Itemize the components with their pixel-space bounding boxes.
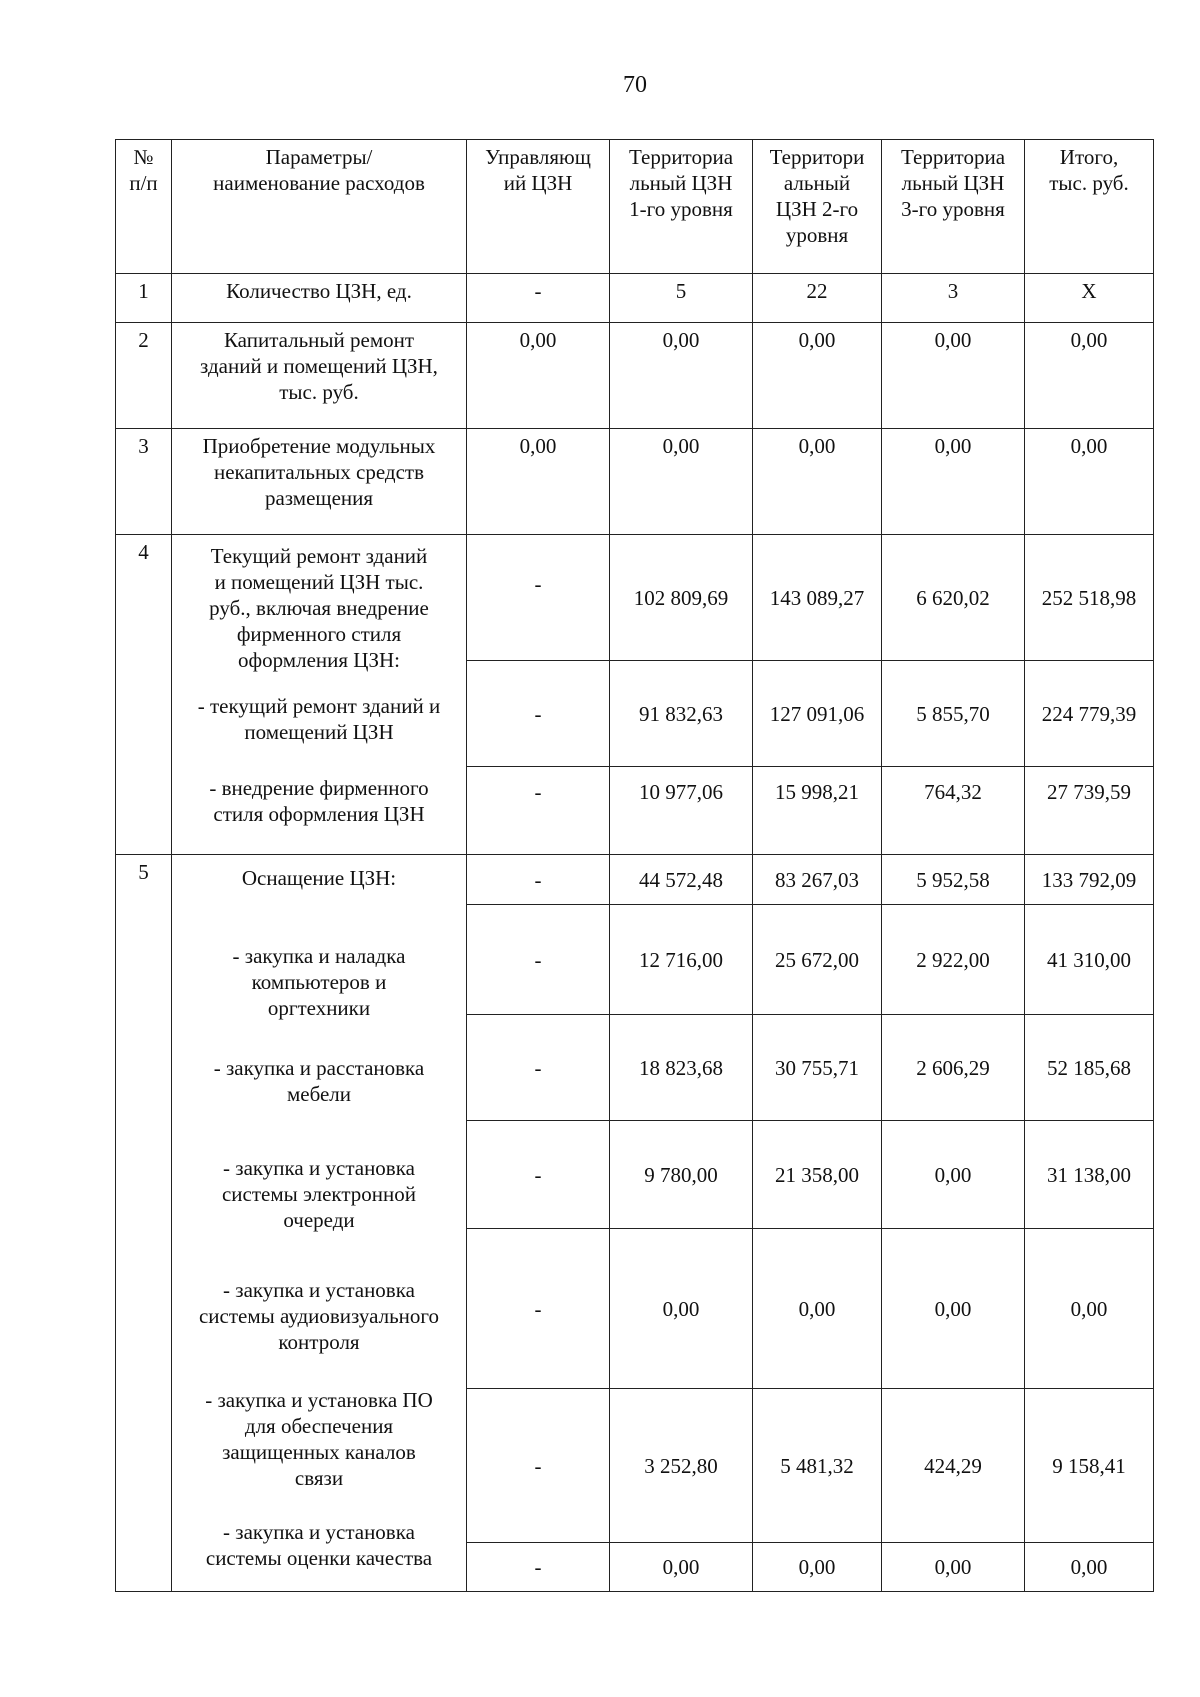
cell-level2: 25 672,00 xyxy=(753,905,882,1015)
cell-level1: 0,00 xyxy=(610,429,753,535)
row-number: 3 xyxy=(116,429,172,535)
cell-managing: - xyxy=(467,1229,610,1389)
cell-level1: 5 xyxy=(610,274,753,323)
cell-managing: - xyxy=(467,1543,610,1592)
cell-total: 133 792,09 xyxy=(1025,855,1154,905)
header-level1-center: Территориа льный ЦЗН 1-го уровня xyxy=(610,140,753,274)
row-number: 4 xyxy=(116,535,172,855)
cell-level3: 2 606,29 xyxy=(882,1015,1025,1121)
cell-level2: 15 998,21 xyxy=(753,767,882,855)
cell-managing: - xyxy=(467,1389,610,1543)
cell-level3: 3 xyxy=(882,274,1025,323)
cell-total: 224 779,39 xyxy=(1025,661,1154,767)
cell-level3: 2 922,00 xyxy=(882,905,1025,1015)
param-sub: - закупка и установка ПО для обеспечения защищенных каналов связи xyxy=(205,1388,433,1490)
param-sub: - закупка и расстановка мебели xyxy=(213,1056,425,1106)
cell-level3: 0,00 xyxy=(882,429,1025,535)
cell-level2: 22 xyxy=(753,274,882,323)
cell-managing: 0,00 xyxy=(467,323,610,429)
cell-level1: 44 572,48 xyxy=(610,855,753,905)
table-row xyxy=(116,429,1154,535)
param-sub: - закупка и установка системы электронной очереди xyxy=(221,1156,417,1232)
cell-level2: 0,00 xyxy=(753,1229,882,1389)
table-row xyxy=(116,323,1154,429)
cell-level1: 0,00 xyxy=(610,323,753,429)
param-sub: - закупка и наладка компьютеров и оргтехники xyxy=(232,944,406,1020)
cell-managing: - xyxy=(467,274,610,323)
cell-managing: - xyxy=(467,535,610,661)
cell-level3: 424,29 xyxy=(882,1389,1025,1543)
cell-level3: 0,00 xyxy=(882,1543,1025,1592)
row-number: 2 xyxy=(116,323,172,429)
cell-level2: 0,00 xyxy=(753,1543,882,1592)
cell-level1: 9 780,00 xyxy=(610,1121,753,1229)
cell-total: Х xyxy=(1025,274,1154,323)
cell-level1: 0,00 xyxy=(610,1543,753,1592)
row-parameter xyxy=(172,535,467,855)
cell-level2: 127 091,06 xyxy=(753,661,882,767)
cell-level1: 12 716,00 xyxy=(610,905,753,1015)
row-parameter: Капитальный ремонт зданий и помещений ЦЗН, тыс. руб. xyxy=(172,323,467,429)
cell-level3: 0,00 xyxy=(882,323,1025,429)
table-row xyxy=(116,855,1154,905)
cell-level1: 3 252,80 xyxy=(610,1389,753,1543)
cell-level2: 83 267,03 xyxy=(753,855,882,905)
page-number: 70 xyxy=(623,72,647,98)
cell-level1: 91 832,63 xyxy=(610,661,753,767)
cell-total: 0,00 xyxy=(1025,323,1154,429)
cell-managing: - xyxy=(467,855,610,905)
cell-total: 9 158,41 xyxy=(1025,1389,1154,1543)
cell-level2: 0,00 xyxy=(753,429,882,535)
cell-total: 27 739,59 xyxy=(1025,767,1154,855)
row-parameter xyxy=(172,855,467,1592)
cell-level3: 0,00 xyxy=(882,1229,1025,1389)
cell-total: 41 310,00 xyxy=(1025,905,1154,1015)
cell-total: 0,00 xyxy=(1025,429,1154,535)
cell-level2: 5 481,32 xyxy=(753,1389,882,1543)
cell-managing: 0,00 xyxy=(467,429,610,535)
cell-level1: 10 977,06 xyxy=(610,767,753,855)
cell-level3: 0,00 xyxy=(882,1121,1025,1229)
expenses-table xyxy=(115,139,1154,1592)
cell-managing: - xyxy=(467,905,610,1015)
row-parameter: Количество ЦЗН, ед. xyxy=(172,274,467,323)
cell-managing: - xyxy=(467,1015,610,1121)
row-number: 5 xyxy=(116,855,172,1592)
cell-level1: 0,00 xyxy=(610,1229,753,1389)
row-number: 1 xyxy=(116,274,172,323)
table-row xyxy=(116,274,1154,323)
header-managing-center: Управляющ ий ЦЗН xyxy=(467,140,610,274)
param-sub: - закупка и установка системы оценки качества xyxy=(205,1520,433,1570)
cell-total: 0,00 xyxy=(1025,1229,1154,1389)
cell-level1: 102 809,69 xyxy=(610,535,753,661)
header-level3-center: Территориа льный ЦЗН 3-го уровня xyxy=(882,140,1025,274)
param-sub: - внедрение фирменного стиля оформления ЦЗН xyxy=(209,776,429,826)
header-parameters: Параметры/ наименование расходов xyxy=(172,140,467,274)
header-number: № п/п xyxy=(116,140,172,274)
header-total: Итого, тыс. руб. xyxy=(1025,140,1154,274)
cell-level1: 18 823,68 xyxy=(610,1015,753,1121)
cell-managing: - xyxy=(467,661,610,767)
header-level2-center: Территори альный ЦЗН 2-го уровня xyxy=(753,140,882,274)
cell-level2: 143 089,27 xyxy=(753,535,882,661)
table-header-row xyxy=(116,140,1154,274)
param-main: Оснащение ЦЗН: xyxy=(241,866,397,890)
cell-managing: - xyxy=(467,1121,610,1229)
cell-total: 31 138,00 xyxy=(1025,1121,1154,1229)
param-main: Текущий ремонт зданий и помещений ЦЗН тыс. руб., включая внедрение фирменного стиля оформления ЦЗН: xyxy=(209,544,429,672)
row-parameter: Приобретение модульных некапитальных средств размещения xyxy=(172,429,467,535)
cell-level3: 5 855,70 xyxy=(882,661,1025,767)
cell-level2: 30 755,71 xyxy=(753,1015,882,1121)
cell-level2: 0,00 xyxy=(753,323,882,429)
cell-level3: 5 952,58 xyxy=(882,855,1025,905)
cell-level3: 764,32 xyxy=(882,767,1025,855)
cell-total: 52 185,68 xyxy=(1025,1015,1154,1121)
table-row xyxy=(116,535,1154,661)
cell-total: 0,00 xyxy=(1025,1543,1154,1592)
param-sub: - текущий ремонт зданий и помещений ЦЗН xyxy=(197,694,441,744)
cell-total: 252 518,98 xyxy=(1025,535,1154,661)
cell-level3: 6 620,02 xyxy=(882,535,1025,661)
param-sub: - закупка и установка системы аудиовизуального контроля xyxy=(198,1278,439,1354)
cell-managing: - xyxy=(467,767,610,855)
cell-level2: 21 358,00 xyxy=(753,1121,882,1229)
